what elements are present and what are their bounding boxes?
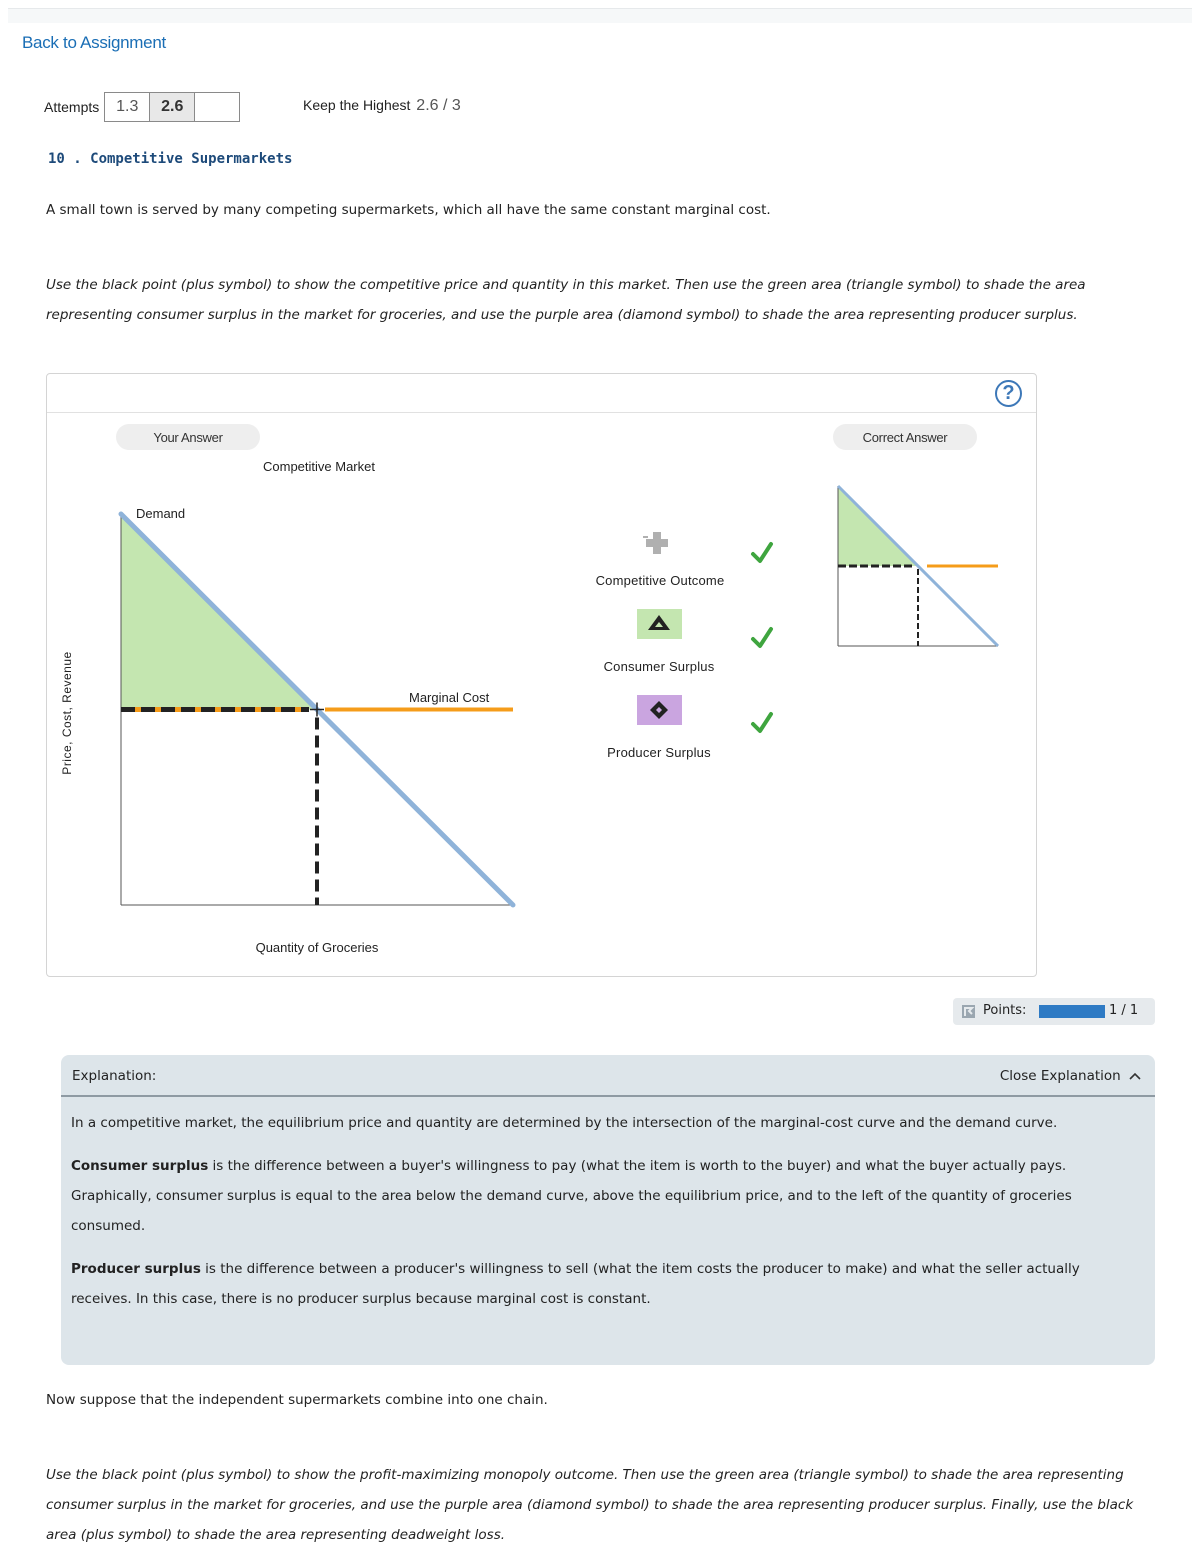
points-value: 1 / 1 — [1109, 1003, 1139, 1018]
graph-canvas — [47, 374, 1036, 976]
points-label: Points: — [983, 1003, 1027, 1018]
attempt-2[interactable]: 2.6 — [149, 92, 195, 122]
y-axis-label: Price, Cost, Revenue — [60, 651, 74, 775]
explanation-body — [71, 1108, 1141, 1327]
explanation-paragraph-3: Producer surplus is the difference between a producer's willingness to sell (what the item costs the producer to make) and what the seller actually receives. In this case, there is no producer surplus because marginal cost is constant. — [71, 1261, 1080, 1307]
chevron-up-icon — [1129, 1072, 1141, 1080]
tool-label-competitive-outcome: Competitive Outcome — [595, 573, 725, 588]
correct-answer-chart — [838, 486, 998, 646]
question-circle-icon[interactable]: ? — [995, 380, 1022, 407]
points-badge — [953, 998, 1155, 1025]
check-icon — [753, 629, 771, 646]
attempt-3[interactable] — [194, 92, 240, 122]
tool-consumer-surplus[interactable] — [637, 609, 682, 639]
graph-panel — [46, 373, 1037, 977]
demand-label: Demand — [136, 506, 186, 521]
keep-label: Keep the Highest — [303, 97, 411, 113]
attempt-1[interactable]: 1.3 — [104, 92, 150, 122]
top-bar — [8, 8, 1192, 23]
explanation-panel — [61, 1055, 1155, 1365]
main-chart[interactable] — [60, 459, 513, 955]
keep-score: 2.6 / 3 — [416, 97, 461, 114]
x-axis-label: Quantity of Groceries — [255, 940, 379, 955]
question-instructions: Use the black point (plus symbol) to show the competitive price and quantity in this market. Then use the green area (triangle symbol) to shade the area representing consumer surplus in the market for groceries, and use the purple area (diamond symbol) to shade the area representing producer surplus. — [46, 277, 1086, 323]
close-explanation-button[interactable] — [1000, 1068, 1141, 1084]
back-to-assignment-link[interactable]: Back to Assignment — [22, 33, 166, 52]
tool-label-producer-surplus: Producer Surplus — [607, 745, 711, 760]
attempts-label: Attempts — [44, 99, 100, 115]
explanation-header — [61, 1055, 1155, 1097]
attempts-bar — [44, 91, 240, 123]
explanation-title: Explanation: — [72, 1068, 157, 1084]
question-title: 10 . Competitive Supermarkets — [48, 151, 293, 167]
points-progress-bar — [1039, 1005, 1105, 1018]
check-icon — [753, 544, 771, 561]
mc-label: Marginal Cost — [409, 690, 490, 705]
correct-answer-tab[interactable]: Correct Answer — [833, 424, 977, 450]
close-explanation-label: Close Explanation — [999, 1068, 1121, 1084]
consumer-surplus-term: Consumer surplus — [71, 1158, 209, 1174]
explanation-paragraph-1: In a competitive market, the equilibrium price and quantity are determined by the intersection of the marginal-cost curve and the demand curve. — [71, 1115, 1058, 1131]
flag-icon — [961, 1004, 976, 1019]
tool-producer-surplus[interactable] — [637, 695, 682, 725]
your-answer-tab[interactable]: Your Answer — [116, 424, 260, 450]
keep-highest — [303, 97, 461, 115]
tool-plus[interactable] — [643, 532, 668, 554]
chart-title: Competitive Market — [263, 459, 375, 474]
producer-surplus-term: Producer surplus — [71, 1261, 201, 1277]
part2-text: Now suppose that the independent supermarkets combine into one chain. — [46, 1392, 548, 1408]
question-text: A small town is served by many competing supermarkets, which all have the same constant marginal cost. — [46, 202, 771, 218]
explanation-paragraph-2: Consumer surplus is the difference between a buyer's willingness to pay (what the item is worth to the buyer) and what the buyer actually pays. Graphically, consumer surplus is equal to the area below the demand curve, above the equilibrium price, and to the left of the quantity of groceries consumed. — [71, 1158, 1072, 1234]
check-icon — [753, 714, 771, 731]
part2-instructions: Use the black point (plus symbol) to show the profit-maximizing monopoly outcome. Then use the green area (triangle symbol) to shade the area representing consumer surplus in the market for groceries, and use the purple area (diamond symbol) to shade the area representing producer surplus. Finally, use the black area (plus symbol) to shade the area representing deadweight loss. — [46, 1467, 1134, 1543]
tool-label-consumer-surplus: Consumer Surplus — [603, 659, 715, 674]
